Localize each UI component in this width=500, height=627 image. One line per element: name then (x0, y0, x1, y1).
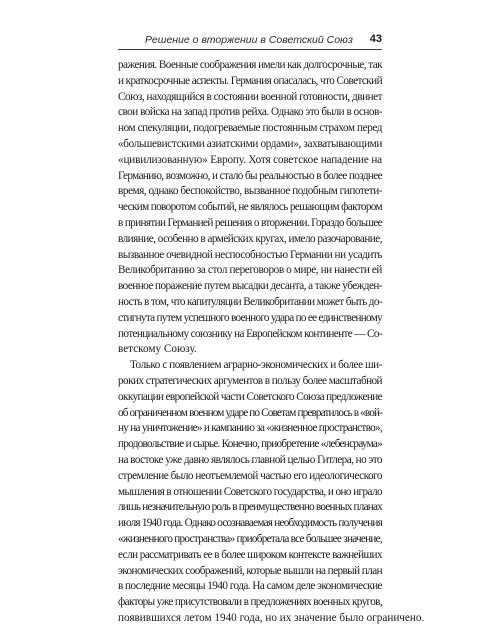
text-line: в последние месяцы 1940 года. На самом деле экономические (118, 580, 382, 593)
text-line: если рассматривать ее в более широком контексте важнейших (118, 548, 382, 561)
text-line: влияние, особенно в армейских кругах, имело разочарование, (118, 232, 382, 245)
text-line: потенциальному союзнику на Европейском континенте — Со- (118, 327, 382, 340)
text-line: июля 1940 года. Однако осознаваемая необходимость получения (118, 517, 382, 530)
page-number: 43 (369, 33, 382, 45)
text-line: ном спекуляции, подогреваемые постоянным страхом перед (118, 122, 382, 135)
text-line: стремление было неотъемлемой частью его идеологического (118, 469, 382, 482)
text-line: экономических соображений, которые вышли на первый план (118, 564, 382, 577)
text-line: факторы уже присутствовали в предложениях военных кругов, (118, 596, 382, 609)
text-line: ческим поворотом событий, не являлось решающим фактором (118, 201, 382, 214)
text-line: «большевистскими азиатскими ордами», захватывающими (118, 137, 382, 150)
text-line: стигнута путем успешного военного удара по ее единственному (118, 311, 382, 324)
text-line: и краткосрочные аспекты. Германия опасалась, что Советский (118, 74, 382, 87)
text-line: Союз, находящийся в состоянии военной готовности, двинет (118, 90, 382, 103)
running-head-title: Решение о вторжении в Советский Союз (145, 34, 353, 46)
text-line: Германию, возможно, и стало бы реальностью в более позднее (118, 169, 382, 182)
text-line: ветскому Союзу. (118, 343, 197, 356)
text-line: мышления в отношении Советского государства, и оно играло (118, 485, 382, 498)
text-line: Великобританию за стол переговоров о мире, ни нанести ей (118, 264, 382, 277)
text-line: на востоке уже давно являлось главной целью Гитлера, но это (118, 453, 382, 466)
text-line: «цивилизованную» Европу. Хотя советское нападение на (118, 153, 382, 166)
text-line: лишь незначительную роль в преимущественно военных планах (118, 501, 382, 514)
text-line: продовольствие и сырье. Конечно, приобретение «лебенсраума» (118, 438, 382, 451)
text-line: об ограниченном военном ударе по Советам превратилось в «вой- (118, 406, 382, 419)
text-line: ну на уничтожение» и кампанию за «жизненное пространство», (118, 422, 382, 435)
text-line: оккупации европейской части Советского Союза предложение (118, 390, 382, 403)
header-rule (118, 49, 382, 50)
text-line: время, однако беспокойство, вызванное подобным гипотети- (118, 185, 382, 198)
text-line: военное поражение путем высадки десанта, а также убежден- (118, 280, 382, 293)
text-line: свои войска на запад против рейха. Однако это были в основ- (118, 106, 383, 119)
text-line: «жизненного пространства» приобретала все большее значение, (118, 532, 382, 545)
text-line: ность в том, что капитуляции Великобритании может быть до- (118, 295, 382, 308)
text-line: Только с появлением аграрно-экономических и более ши- (130, 359, 382, 372)
text-line: ражения. Военные соображения имели как долгосрочные, так (118, 59, 382, 71)
text-line: вызванное очевидной неспособностью Германии ни усадить (118, 248, 382, 261)
body-text (118, 58, 425, 627)
text-line: в принятии Германией решения о вторжении. Гораздо большее (118, 216, 382, 229)
text-line: роких стратегических аргументов в пользу более масштабной (118, 374, 382, 387)
text-line: появившихся летом 1940 года, но их значение было ограничено. (118, 611, 425, 624)
